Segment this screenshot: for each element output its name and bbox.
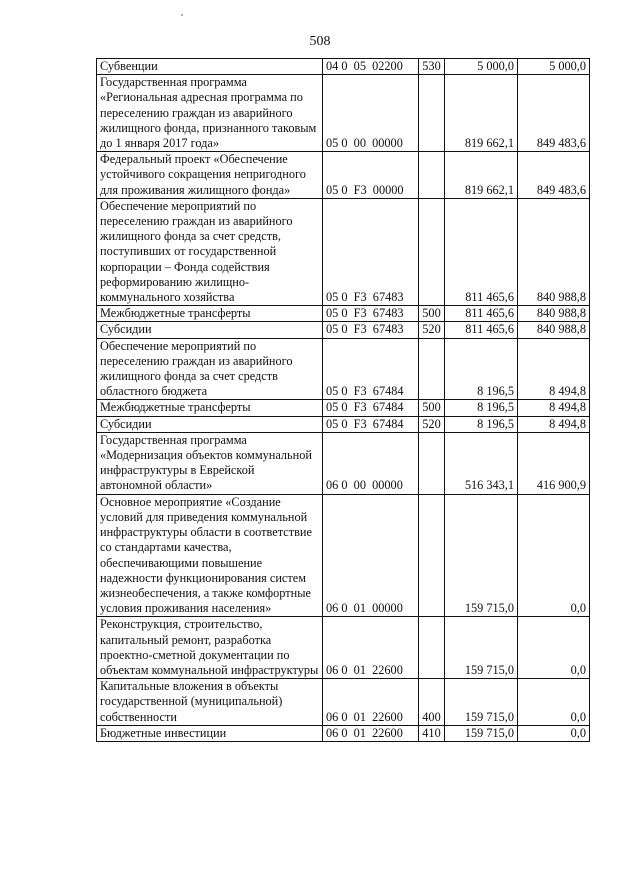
row-sum-second-cell: 8 494,8 (518, 416, 590, 432)
row-sum-second-cell: 5 000,0 (518, 59, 590, 75)
table-row (97, 198, 590, 305)
row-sum-second-cell: 840 988,8 (518, 306, 590, 322)
row-sum-first-cell: 5 000,0 (445, 59, 518, 75)
table-row (97, 617, 590, 679)
row-name-cell: Реконструкция, строительство, капитальный ремонт, разработка проектно-сметной документации по объектам коммунальной инфраструктуры (97, 617, 323, 679)
row-code-cell: 05 0 F3 67483 (323, 306, 419, 322)
row-sum-first-cell: 8 196,5 (445, 338, 518, 400)
table-row (97, 152, 590, 199)
row-sum-second-cell: 8 494,8 (518, 400, 590, 416)
row-code-cell: 05 0 F3 00000 (323, 152, 419, 199)
row-expense-type-cell (419, 338, 445, 400)
row-expense-type-cell (419, 617, 445, 679)
row-expense-type-cell (419, 494, 445, 617)
table-row (97, 432, 590, 494)
row-code-cell: 06 0 01 00000 (323, 494, 419, 617)
row-expense-type-cell (419, 198, 445, 305)
row-code-cell: 05 0 F3 67483 (323, 322, 419, 338)
table-row (97, 494, 590, 617)
table-row (97, 75, 590, 152)
row-code-cell: 05 0 F3 67483 (323, 198, 419, 305)
row-sum-first-cell: 811 465,6 (445, 198, 518, 305)
row-code-cell: 06 0 01 22600 (323, 617, 419, 679)
row-code-cell: 05 0 F3 67484 (323, 416, 419, 432)
row-name-cell: Субвенции (97, 59, 323, 75)
row-name-cell: Обеспечение мероприятий по переселению граждан из аварийного жилищного фонда за счет средств областного бюджета (97, 338, 323, 400)
row-name-cell: Федеральный проект «Обеспечение устойчивого сокращения непригодного для проживания жилищного фонда» (97, 152, 323, 199)
table-row (97, 416, 590, 432)
row-expense-type-cell: 530 (419, 59, 445, 75)
row-sum-first-cell: 159 715,0 (445, 725, 518, 741)
row-sum-first-cell: 159 715,0 (445, 679, 518, 726)
row-sum-first-cell: 819 662,1 (445, 75, 518, 152)
row-name-cell: Государственная программа «Модернизация объектов коммунальной инфраструктуры в Еврейской автономной области» (97, 432, 323, 494)
row-sum-second-cell: 849 483,6 (518, 75, 590, 152)
row-sum-first-cell: 159 715,0 (445, 494, 518, 617)
table-row (97, 306, 590, 322)
row-sum-first-cell: 811 465,6 (445, 322, 518, 338)
row-sum-first-cell: 8 196,5 (445, 400, 518, 416)
row-expense-type-cell: 520 (419, 322, 445, 338)
row-expense-type-cell (419, 152, 445, 199)
row-name-cell: Государственная программа «Региональная адресная программа по переселению граждан из аварийного жилищного фонда, признанного таковым до 1 января 2017 года» (97, 75, 323, 152)
row-name-cell: Обеспечение мероприятий по переселению граждан из аварийного жилищного фонда за счет средств, поступивших от государственной корпорации – Фонда содействия реформированию жилищно-коммунального хозяйства (97, 198, 323, 305)
row-sum-first-cell: 819 662,1 (445, 152, 518, 199)
scan-speck (181, 14, 183, 16)
row-name-cell: Межбюджетные трансферты (97, 400, 323, 416)
table-row (97, 400, 590, 416)
row-expense-type-cell: 500 (419, 306, 445, 322)
table-row (97, 322, 590, 338)
row-sum-first-cell: 8 196,5 (445, 416, 518, 432)
row-expense-type-cell (419, 75, 445, 152)
row-expense-type-cell: 500 (419, 400, 445, 416)
row-sum-second-cell: 840 988,8 (518, 198, 590, 305)
row-sum-second-cell: 849 483,6 (518, 152, 590, 199)
row-name-cell: Основное мероприятие «Создание условий для приведения коммунальной инфраструктуры области в соответствие со стандартами качества, обеспечивающими повышение надежности функционирования систем жизнеобеспечения, а также комфортные условия проживания населения» (97, 494, 323, 617)
row-name-cell: Капитальные вложения в объекты государственной (муниципальной) собственности (97, 679, 323, 726)
row-code-cell: 05 0 00 00000 (323, 75, 419, 152)
budget-table-body (97, 59, 590, 742)
row-sum-second-cell: 8 494,8 (518, 338, 590, 400)
row-code-cell: 04 0 05 02200 (323, 59, 419, 75)
table-row (97, 338, 590, 400)
row-code-cell: 05 0 F3 67484 (323, 400, 419, 416)
row-sum-second-cell: 840 988,8 (518, 322, 590, 338)
row-sum-second-cell: 0,0 (518, 617, 590, 679)
row-sum-second-cell: 0,0 (518, 494, 590, 617)
row-sum-second-cell: 0,0 (518, 725, 590, 741)
page-number: 508 (309, 34, 331, 49)
row-sum-first-cell: 811 465,6 (445, 306, 518, 322)
row-code-cell: 06 0 00 00000 (323, 432, 419, 494)
table-row (97, 59, 590, 75)
row-code-cell: 06 0 01 22600 (323, 725, 419, 741)
row-code-cell: 06 0 01 22600 (323, 679, 419, 726)
row-expense-type-cell (419, 432, 445, 494)
table-row (97, 725, 590, 741)
row-name-cell: Межбюджетные трансферты (97, 306, 323, 322)
row-sum-second-cell: 416 900,9 (518, 432, 590, 494)
row-sum-first-cell: 516 343,1 (445, 432, 518, 494)
row-name-cell: Субсидии (97, 322, 323, 338)
row-code-cell: 05 0 F3 67484 (323, 338, 419, 400)
row-expense-type-cell: 400 (419, 679, 445, 726)
row-sum-second-cell: 0,0 (518, 679, 590, 726)
row-expense-type-cell: 410 (419, 725, 445, 741)
row-sum-first-cell: 159 715,0 (445, 617, 518, 679)
table-row (97, 679, 590, 726)
budget-table (96, 58, 590, 742)
row-name-cell: Бюджетные инвестиции (97, 725, 323, 741)
row-expense-type-cell: 520 (419, 416, 445, 432)
row-name-cell: Субсидии (97, 416, 323, 432)
